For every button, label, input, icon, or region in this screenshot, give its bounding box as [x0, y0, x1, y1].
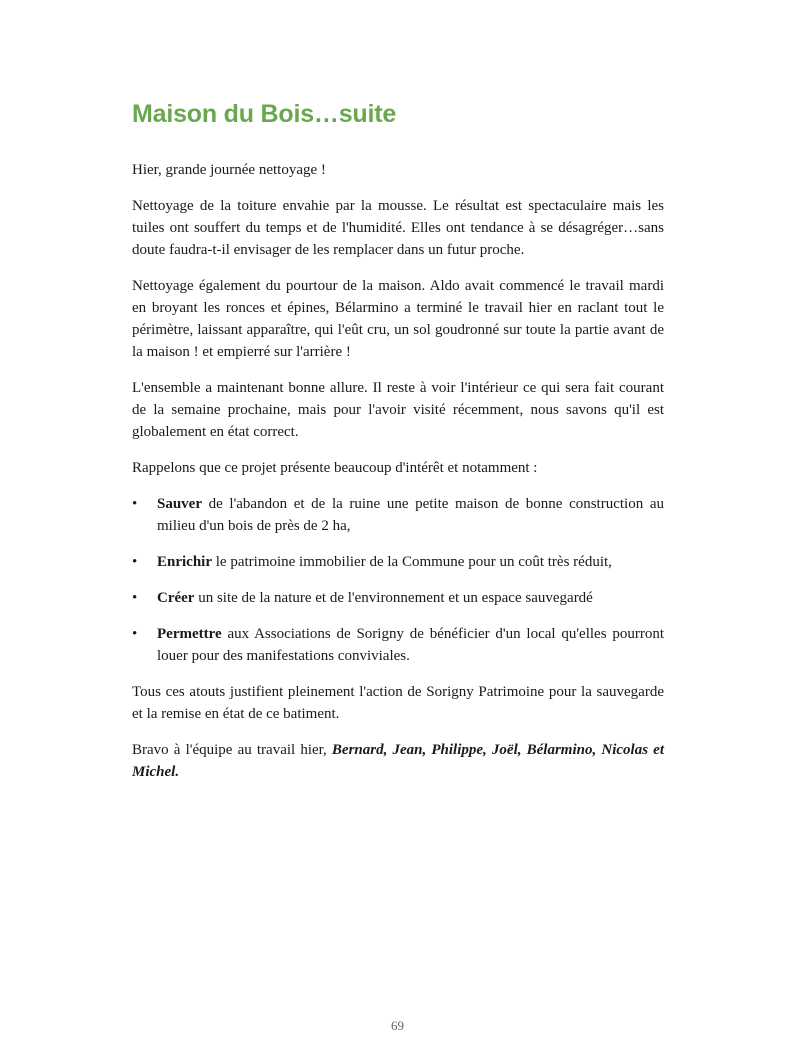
list-item-text: un site de la nature et de l'environnement et un espace sauvegardé	[194, 590, 593, 606]
list-item-keyword: Permettre	[157, 626, 222, 642]
page-title: Maison du Bois…suite	[132, 100, 397, 128]
list-item-text: de l'abandon et de la ruine une petite maison de bonne construction au milieu d'un bois de près de 2 ha,	[157, 496, 664, 534]
list-item	[132, 623, 664, 667]
list-item	[132, 493, 664, 537]
paragraph-project-intro: Rappelons que ce projet présente beaucoup d'intérêt et notamment :	[132, 460, 538, 476]
paragraph-intro: Hier, grande journée nettoyage !	[132, 162, 326, 178]
paragraph-thanks	[132, 739, 664, 783]
page-number: 69	[391, 1018, 404, 1033]
paragraph-roof: Nettoyage de la toiture envahie par la mousse. Le résultat est spectaculaire mais les tuiles ont souffert du temps et de l'humidité. Elles ont tendance à se désagréger…sans doute faudra-t-il envisager de les remplacer dans un futur proche.	[132, 198, 664, 258]
list-item-text: aux Associations de Sorigny de bénéficier d'un local qu'elles pourront louer pour des manifestations conviviales.	[157, 626, 664, 664]
bullet-icon: •	[132, 626, 138, 642]
thanks-intro: Bravo à l'équipe au travail hier,	[132, 742, 332, 758]
list-item	[132, 551, 664, 573]
list-item-keyword: Créer	[157, 590, 195, 606]
project-benefits-list	[132, 493, 664, 667]
paragraph-conclusion: Tous ces atouts justifient pleinement l'action de Sorigny Patrimoine pour la sauvegarde et la remise en état de ce batiment.	[132, 684, 664, 722]
list-item-text: le patrimoine immobilier de la Commune pour un coût très réduit,	[212, 554, 612, 570]
list-item-keyword: Enrichir	[157, 554, 212, 570]
list-item	[132, 587, 664, 609]
team-names: Bernard, Jean, Philippe, Joël, Bélarmino, Nicolas et Michel.	[132, 742, 664, 780]
page-content	[132, 96, 664, 797]
bullet-icon: •	[132, 554, 138, 570]
paragraph-surroundings: Nettoyage également du pourtour de la maison. Aldo avait commencé le travail mardi en broyant les ronces et épines, Bélarmino a terminé le travail hier en raclant tout le périmètre, laissant apparaître, qui l'eût cru, un sol goudronné sur toute la partie avant de la maison ! et empierré sur l'arrière !	[132, 278, 664, 360]
bullet-icon: •	[132, 496, 138, 512]
bullet-icon: •	[132, 590, 138, 606]
paragraph-interior: L'ensemble a maintenant bonne allure. Il reste à voir l'intérieur ce qui sera fait courant de la semaine prochaine, mais pour l'avoir visité récemment, nous savons qu'il est globalement en état correct.	[132, 380, 664, 440]
list-item-keyword: Sauver	[157, 496, 202, 512]
